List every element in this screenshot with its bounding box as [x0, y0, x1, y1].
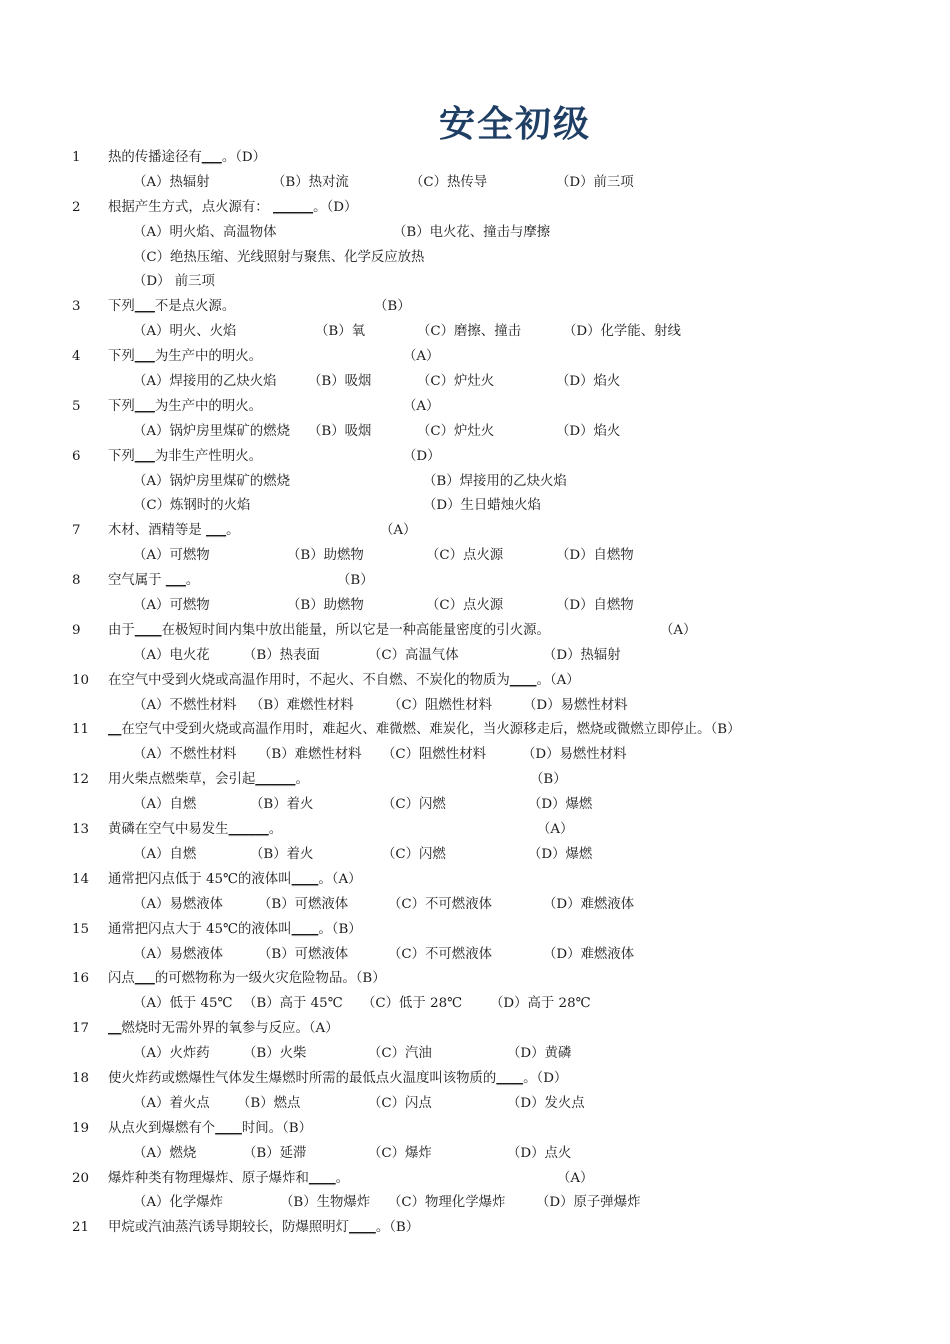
question-number: 17 — [72, 1021, 90, 1037]
option-item: （C）不可燃液体 — [388, 896, 492, 912]
options-line — [0, 370, 950, 395]
option-item: （B）可燃液体 — [258, 946, 349, 962]
question-line — [0, 345, 950, 370]
options-line — [0, 320, 950, 345]
option-item: （D）难燃液体 — [543, 946, 635, 962]
question-text-post: 不是点火源。 — [154, 299, 236, 315]
question-line — [0, 918, 950, 943]
option-item: （A）燃烧 — [133, 1145, 197, 1161]
option-item: （B）氧 — [315, 324, 366, 340]
option-item: （D）易燃性材料 — [522, 747, 627, 763]
option-item: （D）化学能、射线 — [563, 324, 681, 340]
options-line — [0, 1092, 950, 1117]
option-item: （B）燃点 — [237, 1095, 301, 1111]
answer-blank: ___ — [165, 573, 186, 589]
option-item: （B）难燃性材料 — [250, 697, 354, 713]
question-number: 15 — [72, 921, 90, 937]
options-line — [0, 893, 950, 918]
question-line — [0, 1067, 950, 1092]
option-item: （C）汽油 — [368, 1046, 432, 1062]
answer-key: （D） — [235, 150, 267, 165]
question-line — [0, 818, 950, 843]
question-line — [0, 768, 950, 793]
question-number: 2 — [72, 199, 81, 215]
question-line — [0, 569, 950, 594]
option-item: （B）助燃物 — [287, 598, 364, 614]
question-text-post: 。 — [375, 1220, 390, 1236]
question-text-pre: 通常把闪点低于 45℃的液体叫 — [108, 871, 292, 887]
option-item: （D）自燃物 — [556, 598, 634, 614]
question-text — [108, 768, 309, 793]
answer-blank: ___ — [206, 523, 227, 539]
question-text-pre: 根据产生方式，点火源有： — [108, 199, 273, 215]
question-text-post: 在空气中受到火烧或高温作用时，难起火、难微燃、难炭化，当火源移走后，燃烧或微燃立即停止。 — [121, 722, 711, 738]
question-line — [0, 1216, 950, 1241]
answer-key: （A） — [380, 523, 417, 539]
question-text-post: 为生产中的明火。 — [154, 349, 262, 365]
option-item: （C）炉灶火 — [417, 374, 495, 390]
option-item: （B）热对流 — [272, 174, 349, 190]
question-text-post: 。 — [221, 150, 236, 165]
option-item: （B）焊接用的乙炔火焰 — [423, 473, 567, 489]
option-item: （B）可燃液体 — [258, 896, 349, 912]
answer-key: （B） — [355, 971, 386, 987]
question-text-pre: 下列 — [108, 299, 135, 315]
question-text — [108, 569, 199, 594]
option-item: （A）不燃性材料 — [133, 747, 237, 763]
question-text-pre: 黄磷在空气中易发生 — [108, 822, 229, 838]
option-item: （B）延滞 — [243, 1145, 307, 1161]
option-item: （D）原子弹爆炸 — [536, 1195, 641, 1211]
answer-blank: ____ — [291, 871, 319, 887]
question-text — [108, 395, 262, 420]
answer-blank: ______ — [228, 822, 269, 838]
question-text-pre: 使火炸药或燃爆性气体发生爆燃时所需的最低点火温度叫该物质的 — [108, 1070, 497, 1086]
question-text-post: 为非生产性明火。 — [154, 448, 262, 464]
option-item: （C）炉灶火 — [417, 423, 495, 439]
question-text-pre: 在空气中受到火烧或高温作用时，不起火、不自燃、不炭化的物质为 — [108, 672, 510, 688]
option-item: （A）易燃液体 — [133, 896, 224, 912]
question-text-pre: 空气属于 — [108, 573, 166, 589]
option-item: （B）着火 — [250, 846, 314, 862]
option-item: （A）明火、火焰 — [133, 324, 237, 340]
question-number: 19 — [72, 1120, 90, 1136]
option-item: （D）焰火 — [556, 374, 621, 390]
question-line — [0, 295, 950, 320]
option-item: （B）电火花、撞击与摩擦 — [393, 224, 551, 240]
answer-key: （B） — [710, 722, 741, 738]
question-text-post: 燃烧时无需外界的氧参与反应。 — [121, 1021, 309, 1037]
option-item: （D）热辐射 — [543, 647, 621, 663]
option-item: （A）易燃液体 — [133, 946, 224, 962]
answer-key: （A） — [557, 1170, 594, 1186]
option-item: （B）热表面 — [243, 647, 320, 663]
option-item: （A）火炸药 — [133, 1046, 210, 1062]
option-item: （D） 前三项 — [133, 274, 215, 290]
question-line — [0, 1167, 950, 1192]
question-number: 11 — [72, 722, 90, 738]
question-line — [0, 1117, 950, 1142]
options-line — [0, 793, 950, 818]
options-line — [0, 644, 950, 669]
question-number: 13 — [72, 822, 90, 838]
question-text-post: 。 — [268, 822, 283, 838]
options-line — [0, 694, 950, 719]
question-number: 20 — [72, 1170, 90, 1186]
question-text-post: 时间。 — [241, 1120, 283, 1136]
answer-key: （A） — [331, 871, 362, 887]
options-line — [0, 270, 950, 295]
option-item: （B）着火 — [250, 797, 314, 813]
options-line — [0, 221, 950, 246]
answer-key: （B） — [337, 573, 374, 589]
question-text — [108, 619, 550, 644]
question-text-pre: 由于 — [108, 622, 135, 638]
question-number: 3 — [72, 299, 81, 315]
question-number: 18 — [72, 1070, 90, 1086]
question-text-post: 。 — [318, 921, 332, 937]
option-item: （D）难燃液体 — [543, 896, 635, 912]
question-line — [0, 445, 950, 470]
question-text — [108, 445, 262, 470]
option-item: （C）阻燃性材料 — [388, 697, 492, 713]
answer-blank: ____ — [134, 622, 162, 638]
options-line — [0, 470, 950, 495]
options-line — [0, 544, 950, 569]
question-text-post: 。 — [226, 523, 240, 539]
question-text — [108, 868, 362, 893]
answer-blank: ____ — [308, 1170, 336, 1186]
question-line — [0, 619, 950, 644]
option-item: （C）不可燃液体 — [388, 946, 492, 962]
option-item: （B）助燃物 — [287, 548, 364, 564]
question-line — [0, 395, 950, 420]
question-line — [0, 718, 950, 743]
answer-key: （A） — [660, 622, 697, 638]
option-item: （D）发火点 — [507, 1095, 585, 1111]
option-item: （B）生物爆炸 — [280, 1195, 371, 1211]
options-line — [0, 494, 950, 519]
answer-key: （A） — [403, 398, 440, 414]
question-text-post: 。 — [536, 672, 550, 688]
question-text — [108, 196, 357, 221]
question-text — [108, 146, 266, 171]
option-item: （A）不燃性材料 — [133, 697, 237, 713]
option-item: （B）难燃性材料 — [258, 747, 362, 763]
question-text — [108, 1216, 419, 1241]
option-item: （B）吸烟 — [308, 423, 372, 439]
question-text-post: 。 — [318, 871, 332, 887]
question-text-post: 在极短时间内集中放出能量，所以它是一种高能量密度的引火源。 — [161, 622, 550, 638]
option-item: （C）爆炸 — [368, 1145, 432, 1161]
option-item: （C）闪燃 — [382, 797, 446, 813]
question-text-pre: 木材、酒精等是 — [108, 523, 206, 539]
question-text — [108, 295, 235, 320]
question-text — [108, 918, 362, 943]
question-text — [108, 1117, 312, 1142]
options-line — [0, 1142, 950, 1167]
answer-blank: ___ — [134, 448, 155, 464]
question-text-pre: 甲烷或汽油蒸汽诱导期较长，防爆照明灯 — [108, 1220, 350, 1236]
option-item: （A）锅炉房里煤矿的燃烧 — [133, 473, 290, 489]
question-text-pre: 通常把闪点大于 45℃的液体叫 — [108, 921, 292, 937]
question-text — [108, 1167, 349, 1192]
answer-blank: __ — [108, 1021, 122, 1037]
option-item: （C）点火源 — [426, 548, 504, 564]
option-item: （A）可燃物 — [133, 598, 210, 614]
option-item: （A）焊接用的乙炔火焰 — [133, 374, 277, 390]
answer-key: （A） — [403, 349, 440, 365]
options-line — [0, 743, 950, 768]
option-item: （D）高于 28℃ — [490, 996, 591, 1012]
answer-key: （A） — [537, 822, 574, 838]
answer-blank: ____ — [349, 1220, 376, 1236]
question-text — [108, 1067, 567, 1092]
options-line — [0, 246, 950, 271]
option-item: （C）闪点 — [368, 1095, 432, 1111]
answer-key: （D） — [403, 448, 441, 464]
options-line — [0, 843, 950, 868]
answer-blank: ___ — [134, 398, 155, 414]
answer-key: （B） — [389, 1220, 420, 1236]
question-number: 8 — [72, 573, 81, 589]
question-number: 1 — [72, 150, 81, 165]
answer-key: （D） — [536, 1070, 568, 1086]
question-line — [0, 967, 950, 992]
option-item: （D）前三项 — [556, 174, 634, 190]
answer-key: （B） — [282, 1120, 312, 1136]
question-text — [108, 818, 282, 843]
option-item: （B）火柴 — [243, 1046, 307, 1062]
option-item: （C）绝热压缩、光线照射与聚焦、化学反应放热 — [133, 249, 425, 265]
question-number: 10 — [72, 672, 90, 688]
answer-key: （A） — [308, 1021, 339, 1037]
question-list — [0, 146, 950, 1241]
option-item: （B）吸烟 — [308, 374, 372, 390]
answer-blank: ___ — [134, 299, 155, 315]
option-item: （D）自燃物 — [556, 548, 634, 564]
question-text-pre: 下列 — [108, 448, 135, 464]
option-item: （A）明火焰、高温物体 — [133, 224, 277, 240]
option-item: （D）焰火 — [556, 423, 621, 439]
answer-blank: __ — [108, 722, 122, 738]
answer-key: （B） — [530, 772, 567, 788]
question-text — [108, 345, 262, 370]
answer-blank: ____ — [496, 1070, 524, 1086]
options-line — [0, 1042, 950, 1067]
option-item: （A）自燃 — [133, 846, 197, 862]
answer-blank: ____ — [291, 921, 319, 937]
option-item: （D）爆燃 — [528, 846, 593, 862]
question-number: 21 — [72, 1220, 90, 1236]
option-item: （A）锅炉房里煤矿的燃烧 — [133, 423, 290, 439]
option-item: （D）黄磷 — [507, 1046, 572, 1062]
option-item: （C）低于 28℃ — [362, 996, 463, 1012]
options-line — [0, 943, 950, 968]
question-text-post: 。 — [295, 772, 309, 788]
option-item: （C）阻燃性材料 — [382, 747, 486, 763]
option-item: （A）可燃物 — [133, 548, 210, 564]
answer-blank: ____ — [509, 672, 537, 688]
answer-blank: ___ — [134, 349, 155, 365]
question-number: 5 — [72, 398, 81, 414]
answer-key: （B） — [374, 299, 411, 315]
question-text-pre: 爆炸种类有物理爆炸、原子爆炸和 — [108, 1170, 309, 1186]
question-number: 9 — [72, 622, 81, 638]
question-text-pre: 下列 — [108, 349, 135, 365]
option-item: （C）炼钢时的火焰 — [133, 498, 251, 514]
answer-blank: ______ — [255, 772, 296, 788]
options-line — [0, 992, 950, 1017]
question-line — [0, 519, 950, 544]
question-number: 16 — [72, 971, 90, 987]
answer-blank: ____ — [215, 1120, 242, 1136]
option-item: （D）点火 — [507, 1145, 572, 1161]
answer-key: （B） — [331, 921, 362, 937]
question-number: 14 — [72, 871, 90, 887]
question-text — [108, 519, 239, 544]
option-item: （B）高于 45℃ — [243, 996, 343, 1012]
option-item: （D）易燃性材料 — [523, 697, 628, 713]
question-text-pre: 从点火到爆燃有个 — [108, 1120, 216, 1136]
question-text-pre: 下列 — [108, 398, 135, 414]
option-item: （A）电火花 — [133, 647, 210, 663]
option-item: （D）爆燃 — [528, 797, 593, 813]
answer-key: （D） — [326, 199, 358, 215]
options-line — [0, 171, 950, 196]
question-text-post: 。 — [185, 573, 200, 589]
question-number: 6 — [72, 448, 81, 464]
answer-key: （A） — [549, 672, 580, 688]
answer-blank: ___ — [134, 971, 155, 987]
question-text — [108, 718, 741, 743]
option-item: （C）热传导 — [410, 174, 488, 190]
question-text-post: 。 — [523, 1070, 537, 1086]
question-text-pre: 闪点 — [108, 971, 135, 987]
question-text — [108, 1017, 339, 1042]
options-line — [0, 1191, 950, 1216]
option-item: （C）闪燃 — [382, 846, 446, 862]
option-item: （C）高温气体 — [368, 647, 459, 663]
question-text-pre: 热的传播途径有 — [108, 150, 202, 165]
option-item: （A）低于 45℃ — [133, 996, 233, 1012]
question-line — [0, 868, 950, 893]
options-line — [0, 594, 950, 619]
question-text-post: 的可燃物称为一级火灾危险物品。 — [154, 971, 356, 987]
option-item: （A）热辐射 — [133, 174, 210, 190]
question-number: 7 — [72, 523, 81, 539]
option-item: （A）化学爆炸 — [133, 1195, 224, 1211]
question-text-pre: 用火柴点燃柴草，会引起 — [108, 772, 256, 788]
question-number: 12 — [72, 772, 90, 788]
question-text-post: 为生产中的明火。 — [154, 398, 262, 414]
question-line — [0, 669, 950, 694]
question-text — [108, 967, 386, 992]
option-item: （C）磨擦、撞击 — [417, 324, 521, 340]
answer-blank: ___ — [201, 150, 222, 165]
option-item: （D）生日蜡烛火焰 — [423, 498, 541, 514]
answer-blank: ______ — [272, 199, 314, 215]
document-title: 安全初级 — [438, 104, 591, 145]
question-line — [0, 196, 950, 221]
question-line — [0, 1017, 950, 1042]
question-text-post: 。 — [335, 1170, 350, 1186]
options-line — [0, 420, 950, 445]
option-item: （C）物理化学爆炸 — [388, 1195, 506, 1211]
option-item: （A）着火点 — [133, 1095, 210, 1111]
question-text — [108, 669, 580, 694]
question-number: 4 — [72, 349, 81, 365]
question-text-post: 。 — [313, 199, 327, 215]
question-line — [0, 146, 950, 171]
option-item: （A）自燃 — [133, 797, 197, 813]
option-item: （C）点火源 — [426, 598, 504, 614]
